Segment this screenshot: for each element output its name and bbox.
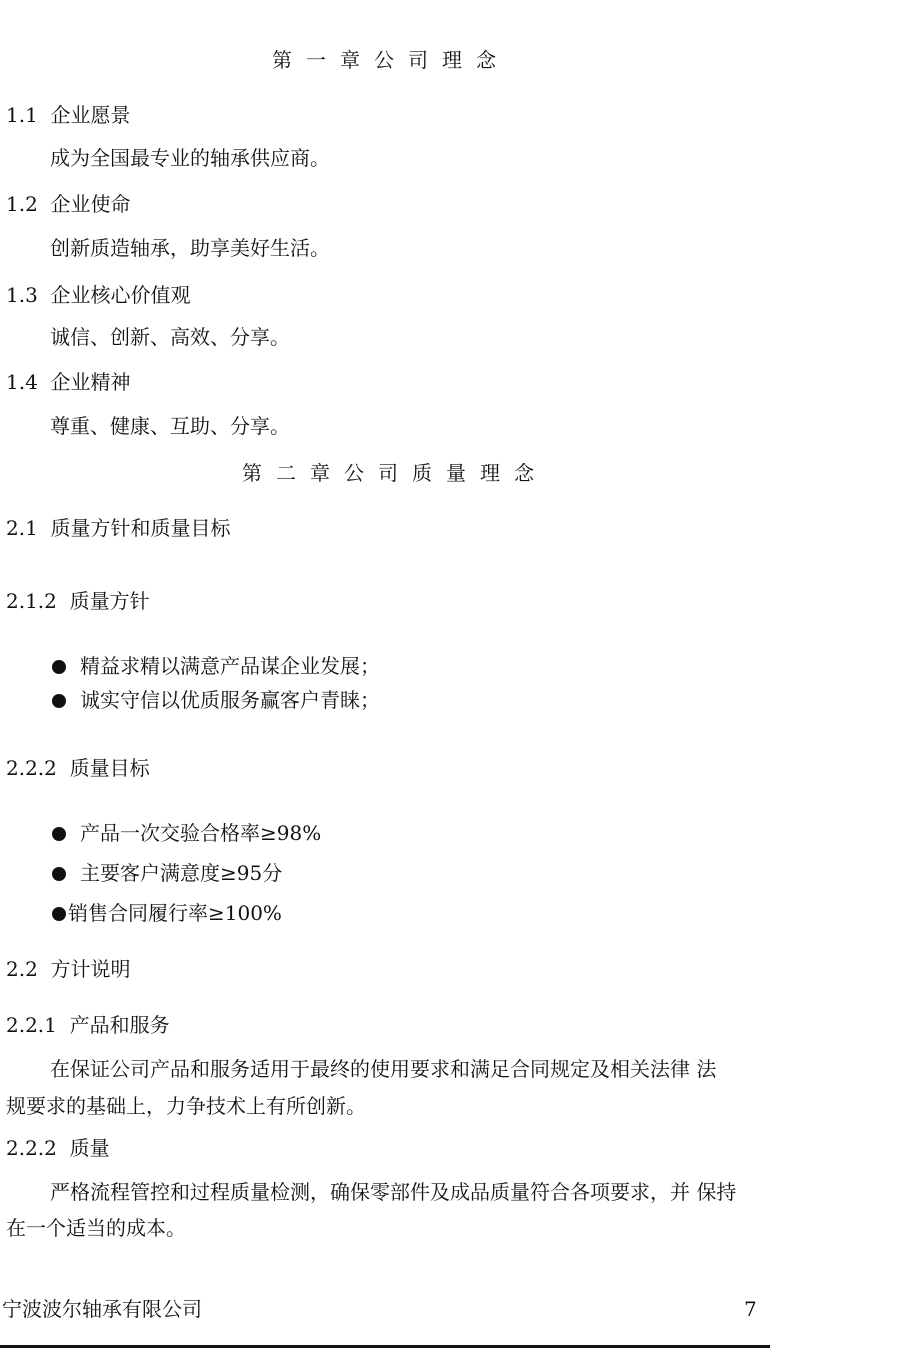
section-title: 企业愿景 xyxy=(50,103,131,127)
section-number: 2.2.1 xyxy=(6,1013,57,1037)
footer-company-name: 宁波波尔轴承有限公司 xyxy=(2,1297,202,1321)
section-title: 产品和服务 xyxy=(69,1013,170,1037)
section-2-2-2-target-heading xyxy=(6,756,150,780)
section-title: 质量方针和质量目标 xyxy=(50,516,231,540)
section-title: 质量 xyxy=(69,1136,110,1160)
section-1-2-heading xyxy=(6,192,131,216)
page-number: 7 xyxy=(744,1297,757,1321)
section-2-2-2-quality-heading xyxy=(6,1136,110,1160)
section-title: 企业使命 xyxy=(50,192,131,216)
section-1-3-heading xyxy=(6,283,191,307)
chapter-2-title: 第二章公司质量理念 xyxy=(242,461,548,485)
list-item xyxy=(52,821,321,845)
list-item xyxy=(52,901,282,925)
section-title: 企业精神 xyxy=(50,370,131,394)
section-number: 2.2.2 xyxy=(6,1136,57,1160)
section-number: 1.3 xyxy=(6,283,38,307)
list-item-text: 主要客户满意度≥95分 xyxy=(80,861,283,885)
bullet-icon xyxy=(52,907,66,921)
bullet-icon xyxy=(52,867,66,881)
section-1-4-text: 尊重、健康、互助、分享。 xyxy=(50,414,290,438)
list-item xyxy=(52,654,380,678)
section-number: 2.1 xyxy=(6,516,38,540)
list-item xyxy=(52,861,282,885)
section-title: 企业核心价值观 xyxy=(50,283,191,307)
paragraph-line: 严格流程管控和过程质量检测，确保零部件及成品质量符合各项要求，并 保持 xyxy=(50,1180,737,1204)
section-1-1-heading xyxy=(6,103,131,127)
paragraph-line: 规要求的基础上，力争技术上有所创新。 xyxy=(6,1094,366,1118)
section-title: 质量方针 xyxy=(69,589,150,613)
list-item-text: 产品一次交验合格率≥98% xyxy=(80,821,322,845)
section-2-1-2-heading xyxy=(6,589,150,613)
list-item-text: 精益求精以满意产品谋企业发展； xyxy=(80,654,380,678)
section-title: 方计说明 xyxy=(50,957,131,981)
section-1-4-heading xyxy=(6,370,131,394)
section-title: 质量目标 xyxy=(69,756,150,780)
list-item-text: 诚实守信以优质服务赢客户青睐； xyxy=(80,688,380,712)
paragraph-line: 在保证公司产品和服务适用于最终的使用要求和满足合同规定及相关法律 法 xyxy=(50,1057,717,1081)
section-2-2-heading xyxy=(6,957,131,981)
section-number: 1.2 xyxy=(6,192,38,216)
section-1-2-text: 创新质造轴承，助享美好生活。 xyxy=(50,236,330,260)
section-number: 1.4 xyxy=(6,370,38,394)
section-1-3-text: 诚信、创新、高效、分享。 xyxy=(50,325,290,349)
list-item xyxy=(52,688,380,712)
bullet-icon xyxy=(52,827,66,841)
bullet-icon xyxy=(52,660,66,674)
paragraph-line: 在一个适当的成本。 xyxy=(6,1216,186,1240)
section-number: 2.2.2 xyxy=(6,756,57,780)
footer-divider xyxy=(0,1345,770,1348)
bullet-icon xyxy=(52,694,66,708)
section-1-1-text: 成为全国最专业的轴承供应商。 xyxy=(50,146,330,170)
section-number: 2.2 xyxy=(6,957,38,981)
chapter-1-title: 第一章公司理念 xyxy=(272,48,510,72)
section-2-1-heading xyxy=(6,516,231,540)
section-2-2-1-heading xyxy=(6,1013,170,1037)
section-number: 1.1 xyxy=(6,103,38,127)
list-item-text: 销售合同履行率≥100% xyxy=(68,901,282,925)
section-number: 2.1.2 xyxy=(6,589,57,613)
